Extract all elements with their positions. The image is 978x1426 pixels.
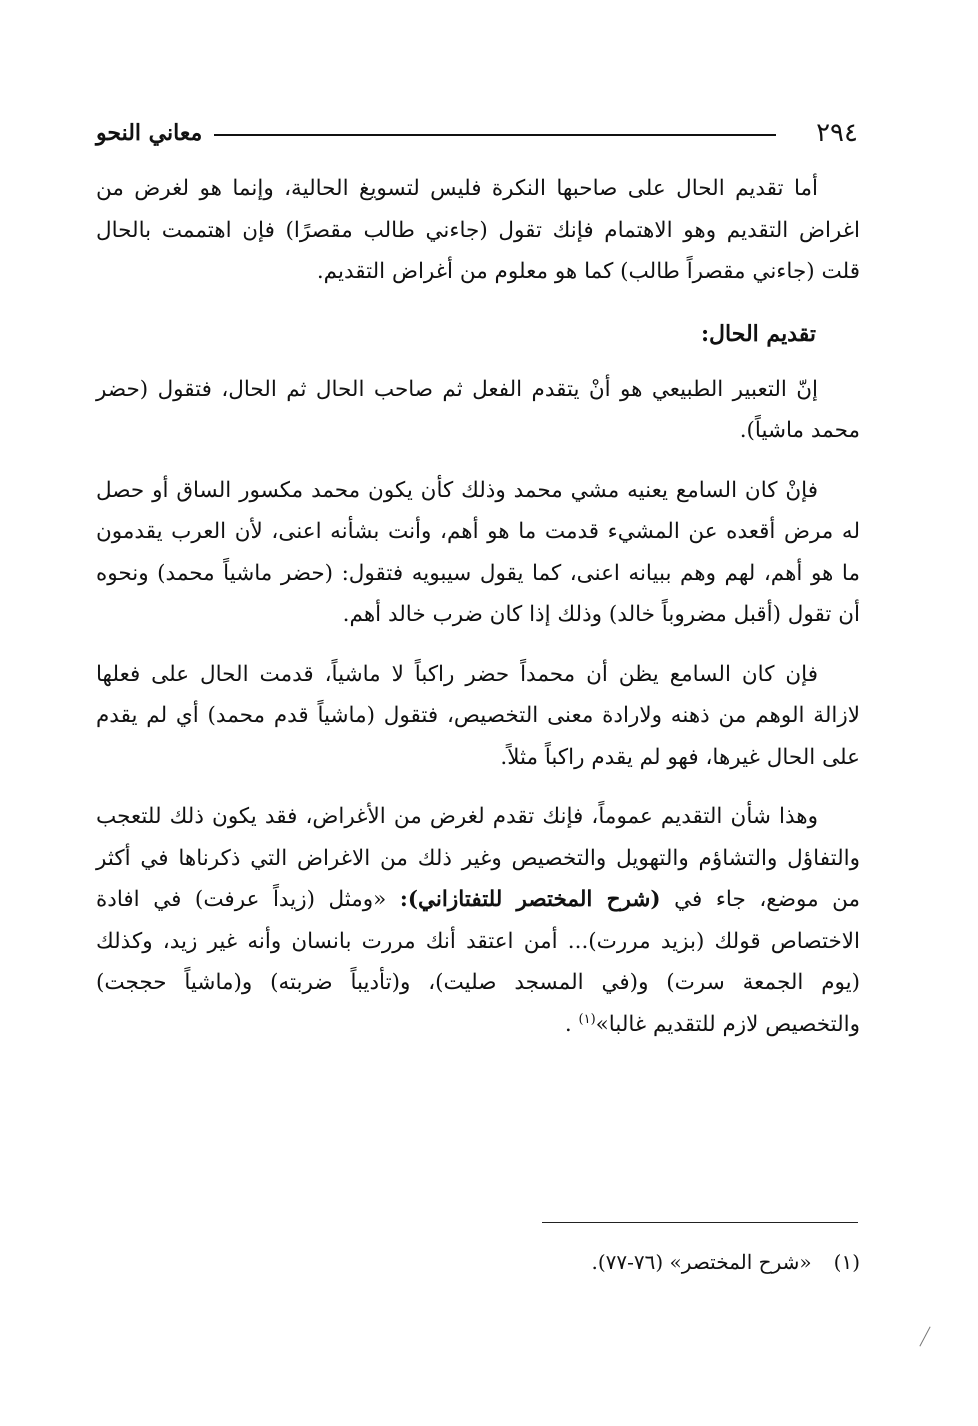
paragraph-1: أما تقديم الحال على صاحبها النكرة فليس لتسويغ الحالية، وإنما هو لغرض من اغراض التقديم وهو الاهتمام فإنك تقول (جاءني طالب مقصرًا) فإن اهتممت بالحال قلت (جاءني مقصراً طالب) كما هو معلوم من أغراض التقديم.	[96, 176, 860, 284]
footnote-text: «شرح المختصر» (٧٦-٧٧).	[591, 1250, 812, 1274]
footnote-reference: (١)	[578, 1011, 596, 1027]
paragraph-3: فإنْ كان السامع يعنيه مشي محمد وذلك كأن يكون محمد مكسور الساق أو حصل له مرض أقعده عن المشيء قدمت ما هو أهم، وأنت بشأنه اعنى، لأن العرب يقدمون ما هو أهم، لهم وهم ببيانه اعنى، كما يقول سيبويه فتقول: (حضر ماشياً محمد) ونحوه أن تقول (أقبل مضروباً خالد) وذلك إذا كان ضرب خالد أهم.	[96, 477, 860, 627]
footnote-number: (١)	[833, 1250, 860, 1274]
paragraph-5-end: .	[564, 1011, 572, 1037]
cited-source: (شرح المختصر للتفتازاني):	[399, 887, 661, 912]
header-rule	[214, 134, 776, 136]
running-head	[96, 116, 858, 156]
page-number: ٢٩٤	[816, 118, 858, 148]
scan-artifact-mark	[919, 1327, 930, 1347]
page-body	[96, 168, 860, 1063]
section-heading: تقديم الحال:	[700, 320, 816, 347]
paragraph-5	[96, 796, 860, 1045]
book-title: معاني النحو	[96, 120, 203, 146]
paragraph-5-start: وهذا شأن التقديم عموماً، فإنك تقدم لغرض من الأغراض، فقد يكون ذلك للتعجب والتفاؤل والتشاؤم والتهويل والتخصيص وغير ذلك من الاغراض التي ذكرناها في أكثر من موضع، جاء في	[96, 804, 861, 912]
paragraph-4: فإن كان السامع يظن أن محمداً حضر راكباً لا ماشياً، قدمت الحال على فعلها لازالة الوهم من ذهنه ولارادة معنى التخصيص، فتقول (ماشياً قدم محمد) أي لم يقدم على الحال غيرها، فهو لم يقدم راكباً مثلاً.	[96, 661, 860, 770]
paragraph-2: إنّ التعبير الطبيعي هو أنْ يتقدم الفعل ثم صاحب الحال ثم الحال، فتقول (حضر محمد ماشياً).	[96, 376, 860, 443]
quotation: «ومثل (زيداً عرفت) في افادة الاختصاص قولك (بزيد مررت)... أمن اعتقد أنك مررت بانسان وأنه غير زيد، وكذلك (يوم الجمعة سرت) و(في المسجد صليت)، و(تأديباً ضربته) و(ماشياً حججت) والتخصيص لازم للتقديم غالبا»	[96, 887, 860, 1037]
footnote	[96, 1246, 860, 1278]
footnote-separator	[542, 1222, 858, 1223]
